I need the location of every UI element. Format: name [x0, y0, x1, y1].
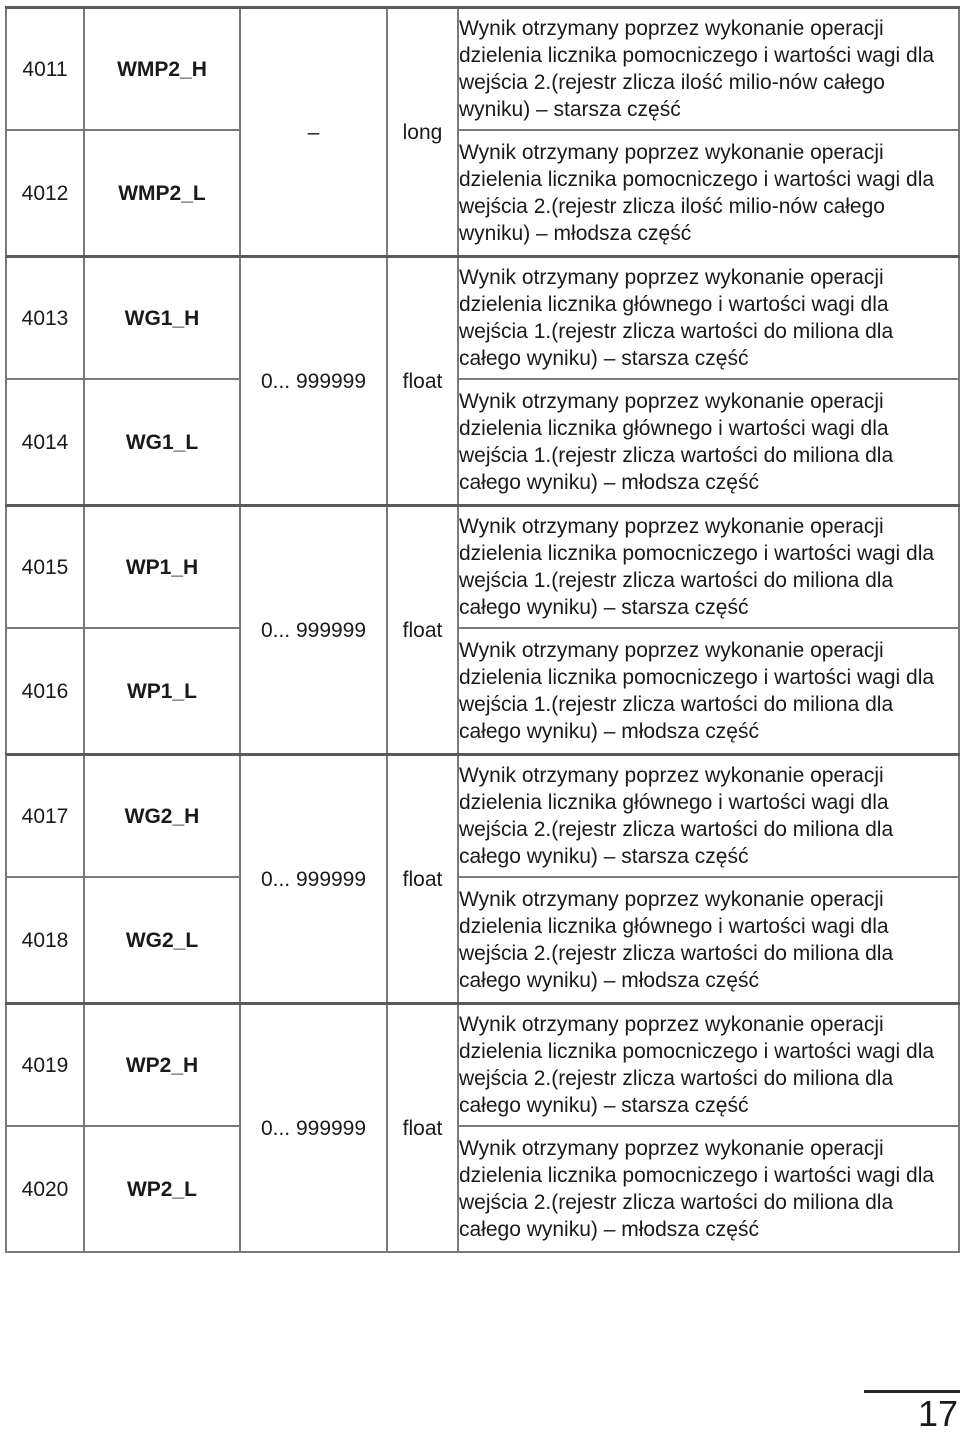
value-range: 0... 999999 — [240, 257, 387, 506]
value-range: 0... 999999 — [240, 755, 387, 1004]
register-description — [458, 755, 959, 878]
register-name: WG1_L — [84, 379, 240, 506]
register-name: WG2_H — [84, 755, 240, 878]
register-name: WP1_L — [84, 628, 240, 755]
description-text: Wynik otrzymany poprzez wykonanie operacji dzielenia licznika pomocniczego i wartości wagi dla wejścia 2.(rejestr zlicza ilość milio-nów całego wyniku) – młodsza część — [459, 141, 935, 245]
table-row — [6, 1126, 959, 1252]
register-description — [458, 8, 959, 131]
register-description — [458, 628, 959, 755]
table-row — [6, 1004, 959, 1127]
register-address: 4014 — [6, 379, 84, 506]
table-row — [6, 130, 959, 257]
register-name: WMP2_H — [84, 8, 240, 131]
register-address: 4016 — [6, 628, 84, 755]
value-range: 0... 999999 — [240, 506, 387, 755]
table-row — [6, 8, 959, 131]
register-name: WP2_H — [84, 1004, 240, 1127]
table-row — [6, 506, 959, 629]
table-row — [6, 877, 959, 1004]
register-name: WMP2_L — [84, 130, 240, 257]
register-description — [458, 257, 959, 380]
description-text: Wynik otrzymany poprzez wykonanie operacji dzielenia licznika pomocniczego i wartości wagi dla wejścia 1.(rejestr zlicza wartości do miliona dla całego wyniku) – młodsza część — [459, 639, 935, 743]
table-row — [6, 257, 959, 380]
register-address: 4011 — [6, 8, 84, 131]
register-address: 4017 — [6, 755, 84, 878]
table-row — [6, 755, 959, 878]
description-text: Wynik otrzymany poprzez wykonanie operacji dzielenia licznika głównego i wartości wagi dla wejścia 2.(rejestr zlicza wartości do miliona dla całego wyniku) – młodsza część — [459, 888, 894, 992]
register-description — [458, 1126, 959, 1252]
register-address: 4013 — [6, 257, 84, 380]
register-address: 4012 — [6, 130, 84, 257]
register-description — [458, 130, 959, 257]
data-type: long — [387, 8, 458, 257]
register-address: 4020 — [6, 1126, 84, 1252]
register-name: WG1_H — [84, 257, 240, 380]
description-text: Wynik otrzymany poprzez wykonanie operacji dzielenia licznika głównego i wartości wagi dla wejścia 2.(rejestr zlicza wartości do miliona dla całego wyniku) – starsza część — [459, 764, 894, 868]
description-text: Wynik otrzymany poprzez wykonanie operacji dzielenia licznika pomocniczego i wartości wagi dla wejścia 2.(rejestr zlicza ilość milio-nów całego wyniku) – starsza część — [459, 17, 935, 121]
register-description — [458, 379, 959, 506]
table-row — [6, 628, 959, 755]
register-name: WP2_L — [84, 1126, 240, 1252]
register-description — [458, 877, 959, 1004]
value-range: 0... 999999 — [240, 1004, 387, 1253]
register-name: WG2_L — [84, 877, 240, 1004]
description-text: Wynik otrzymany poprzez wykonanie operacji dzielenia licznika głównego i wartości wagi dla wejścia 1.(rejestr zlicza wartości do miliona dla całego wyniku) – młodsza część — [459, 390, 894, 494]
table-row — [6, 379, 959, 506]
register-name: WP1_H — [84, 506, 240, 629]
data-type: float — [387, 755, 458, 1004]
register-address: 4018 — [6, 877, 84, 1004]
register-address: 4015 — [6, 506, 84, 629]
register-description — [458, 506, 959, 629]
data-type: float — [387, 506, 458, 755]
page-number: 17 — [917, 1393, 958, 1434]
data-type: float — [387, 1004, 458, 1253]
description-text: Wynik otrzymany poprzez wykonanie operacji dzielenia licznika głównego i wartości wagi dla wejścia 1.(rejestr zlicza wartości do miliona dla całego wyniku) – starsza część — [459, 266, 894, 370]
description-text: Wynik otrzymany poprzez wykonanie operacji dzielenia licznika pomocniczego i wartości wagi dla wejścia 2.(rejestr zlicza wartości do miliona dla całego wyniku) – starsza część — [459, 1013, 935, 1117]
value-range: – — [240, 8, 387, 257]
register-description — [458, 1004, 959, 1127]
register-table — [5, 6, 960, 1253]
description-text: Wynik otrzymany poprzez wykonanie operacji dzielenia licznika pomocniczego i wartości wagi dla wejścia 1.(rejestr zlicza wartości do miliona dla całego wyniku) – starsza część — [459, 515, 935, 619]
register-address: 4019 — [6, 1004, 84, 1127]
description-text: Wynik otrzymany poprzez wykonanie operacji dzielenia licznika pomocniczego i wartości wagi dla wejścia 2.(rejestr zlicza wartości do miliona dla całego wyniku) – młodsza część — [459, 1137, 935, 1241]
data-type: float — [387, 257, 458, 506]
